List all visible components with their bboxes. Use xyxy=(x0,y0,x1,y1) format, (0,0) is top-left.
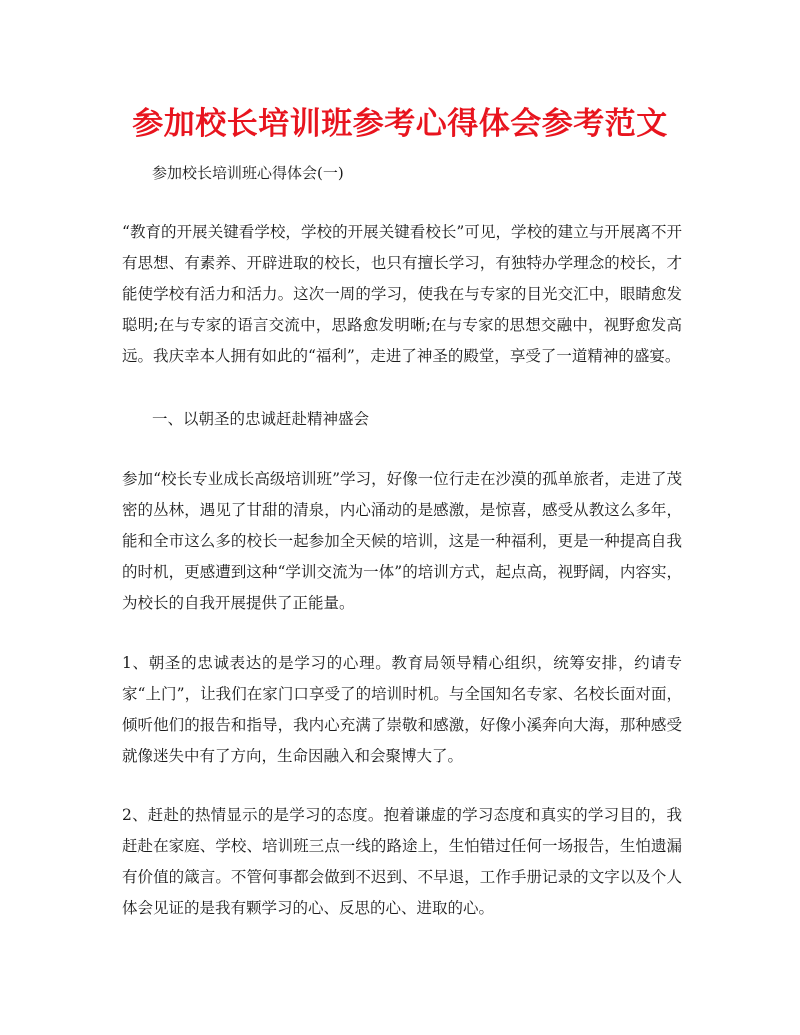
paragraph-training: 参加“校长专业成长高级培训班”学习，好像一位行走在沙漠的孤单旅者，走进了茂密的丛林，遇见了甘甜的清泉，内心涌动的是感激，是惊喜，感受从教这么多年，能和全市这么多的校长一起参加全天候的培训，这是一种福利，更是一种提高自我的时机，更感遭到这种“学训交流为一体”的培训方式，起点高，视野阔，内容实，为校长的自我开展提供了正能量。 xyxy=(122,470,682,612)
section-heading: 一、以朝圣的忠诚赶赴精神盛会 xyxy=(152,410,370,428)
paragraph-point-2: 2、赶赴的热情显示的是学习的态度。抱着谦虚的学习态度和真实的学习目的，我赶赴在家庭、学校、培训班三点一线的路途上，生怕错过任何一场报告，生怕遗漏有价值的箴言。不管何事都会做到不迟到、不早退，工作手册记录的文字以及个人体会见证的是我有颗学习的心、反思的心、进取的心。 xyxy=(122,806,682,917)
paragraph-intro: “教育的开展关键看学校，学校的开展关键看校长”可见，学校的建立与开展离不开有思想、有素养、开辟进取的校长，也只有擅长学习，有独特办学理念的校长，才能使学校有活力和活力。这次一周的学习，使我在与专家的目光交汇中，眼睛愈发聪明;在与专家的语言交流中，思路愈发明晰;在与专家的思想交融中，视野愈发高远。我庆幸本人拥有如此的“福利”，走进了神圣的殿堂，享受了一道精神的盛宴。 xyxy=(122,223,682,365)
paragraph-point-1: 1、朝圣的忠诚表达的是学习的心理。教育局领导精心组织，统筹安排，约请专家“上门”，让我们在家门口享受了的培训时机。与全国知名专家、名校长面对面，倾听他们的报告和指导，我内心充满了崇敬和感激，好像小溪奔向大海，那种感受就像迷失中有了方向，生命因融入和会聚博大了。 xyxy=(122,654,682,765)
document-subtitle: 参加校长培训班心得体会(一) xyxy=(152,164,344,182)
document-title: 参加校长培训班参考心得体会参考范文 xyxy=(132,106,668,142)
